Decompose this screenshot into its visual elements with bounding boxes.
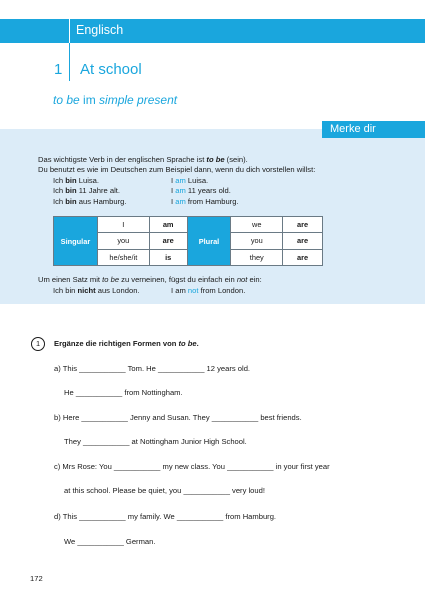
pronoun-cell: he/she/it [97,249,149,265]
example-de-2 [53,186,120,195]
pronoun-cell: they [231,249,283,265]
exercise-line-d2[interactable]: We ___________ German. [64,537,156,546]
instruction-end: . [196,339,199,348]
verb-cell: is [149,249,187,265]
example-en-verb: am [175,186,186,195]
example-en-pre: I [171,197,176,206]
subtitle-connector: im [79,93,100,107]
negation-text-mid: zu verneinen, fügst du einfach ein [119,275,237,284]
negation-en-pre: I am [171,286,188,295]
verb-cell: are [283,217,323,233]
table-row [54,217,323,233]
example-de-post: aus Hamburg. [76,197,127,206]
instruction-text: Ergänze die richtigen Formen von [54,339,179,348]
pronoun-cell: we [231,217,283,233]
example-de-verb: bin [65,186,77,195]
negation-rule [38,275,262,284]
chapter-number: 1 [54,61,63,78]
example-de-pre: Ich [53,186,66,195]
example-de-post: Luisa. [76,176,100,185]
exercise-line-d1[interactable]: d) This ___________ my family. We ___________ from Hamburg. [54,512,277,521]
example-en-post: from Hamburg. [185,197,239,206]
negation-text-end: ein: [247,275,262,284]
page-number: 172 [30,574,43,583]
subject-label: Englisch [76,23,124,37]
negation-not: not [236,275,248,284]
intro-emphasis: to be [206,155,225,164]
example-de-pre: Ich [53,176,66,185]
example-de-1 [53,176,99,185]
pronoun-cell: you [97,233,149,249]
negation-en-not: not [187,286,199,295]
exercise-number: 1 [31,337,45,351]
example-en-1 [171,176,208,185]
negation-example-de [53,286,140,295]
chapter-divider [69,43,70,81]
chapter-title: At school [80,61,142,78]
negation-text: Um einen Satz mit [38,275,103,284]
exercise-line-c2[interactable]: at this school. Please be quiet, you ___________ very loud! [64,486,265,495]
example-de-verb: bin [65,176,77,185]
example-de-pre: Ich [53,197,66,206]
merke-tab: Merke dir [322,121,425,138]
negation-example-en [171,286,245,295]
negation-en-post: from London. [198,286,246,295]
exercise-line-b1[interactable]: b) Here ___________ Jenny and Susan. They ___________ best friends. [54,413,302,422]
verb-cell: are [149,233,187,249]
verb-cell: are [283,233,323,249]
exercise-instruction [54,339,199,348]
example-en-3 [171,197,239,206]
negation-de-pre: Ich bin [53,286,78,295]
section-subtitle [53,93,177,107]
example-en-verb: am [175,197,186,206]
example-en-verb: am [175,176,186,185]
example-de-verb: bin [65,197,77,206]
example-en-post: Luisa. [185,176,209,185]
negation-de-post: aus London. [95,286,140,295]
exercise-line-a1[interactable]: a) This ___________ Tom. He ___________ 12 years old. [54,364,251,373]
negation-de-nicht: nicht [77,286,96,295]
intro-text: Das wichtigste Verb in der englischen Sprache ist [38,155,207,164]
intro-line-2: Du benutzt es wie im Deutschen zum Beispiel dann, wenn du dich vorstellen willst: [38,165,316,174]
subtitle-term: to be [53,93,80,107]
example-en-pre: I [171,186,176,195]
pronoun-cell: you [231,233,283,249]
example-en-post: 11 years old. [185,186,231,195]
subtitle-tense: simple present [99,93,178,107]
example-en-pre: I [171,176,176,185]
conjugation-table [53,216,323,266]
singular-label: Singular [54,217,98,266]
example-en-2 [171,186,231,195]
verb-cell: am [149,217,187,233]
exercise-line-a2[interactable]: He ___________ from Nottingham. [64,388,183,397]
subject-header-bar [0,19,425,43]
verb-cell: are [283,249,323,265]
intro-line-1 [38,155,248,164]
example-de-3 [53,197,126,206]
intro-text-end: (sein). [224,155,248,164]
example-de-post: 11 Jahre alt. [76,186,120,195]
negation-emphasis: to be [102,275,120,284]
instruction-emphasis: to be [178,339,197,348]
exercise-line-b2[interactable]: They ___________ at Nottingham Junior High School. [64,437,247,446]
pronoun-cell: I [97,217,149,233]
exercise-line-c1[interactable]: c) Mrs Rose: You ___________ my new class. You ___________ in your first year [54,462,330,471]
plural-label: Plural [187,217,231,266]
